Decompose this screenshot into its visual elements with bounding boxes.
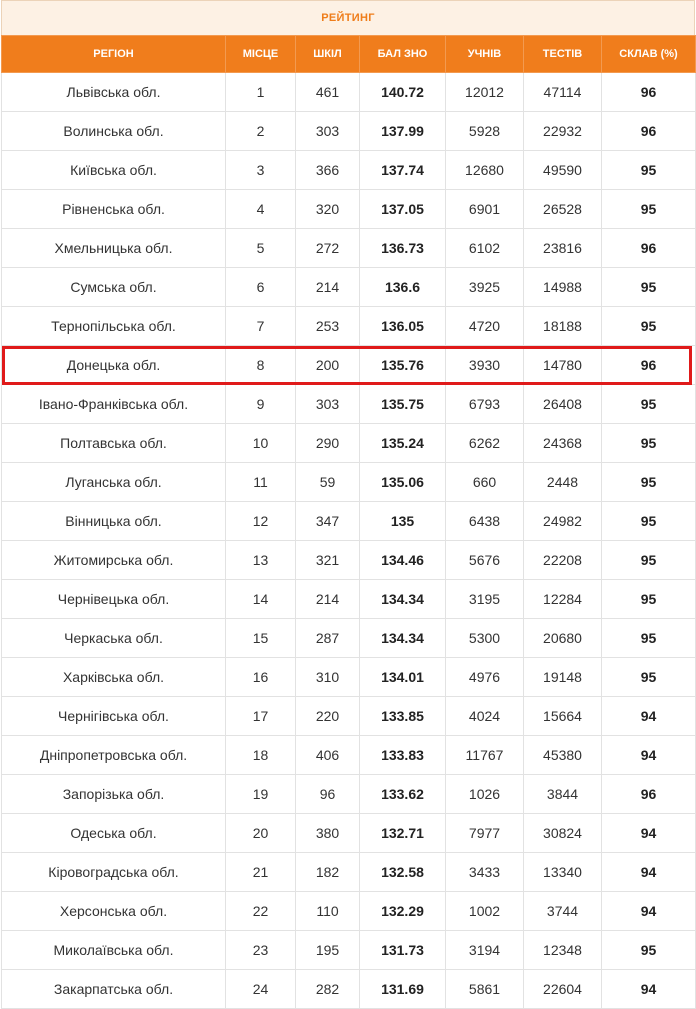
place-cell: 8 xyxy=(226,346,296,385)
tests-cell: 12284 xyxy=(524,580,602,619)
students-cell: 6438 xyxy=(446,502,524,541)
region-cell: Сумська обл. xyxy=(2,268,226,307)
students-cell: 3925 xyxy=(446,268,524,307)
score-cell: 131.69 xyxy=(360,970,446,1009)
tests-cell: 22604 xyxy=(524,970,602,1009)
score-cell: 133.62 xyxy=(360,775,446,814)
table-row xyxy=(2,307,696,346)
schools-cell: 214 xyxy=(296,268,360,307)
score-cell: 135 xyxy=(360,502,446,541)
region-cell: Закарпатська обл. xyxy=(2,970,226,1009)
score-cell: 136.05 xyxy=(360,307,446,346)
passed-cell: 96 xyxy=(602,73,696,112)
score-cell: 137.05 xyxy=(360,190,446,229)
place-cell: 5 xyxy=(226,229,296,268)
header-place: МІСЦЕ xyxy=(226,36,296,73)
place-cell: 6 xyxy=(226,268,296,307)
tests-cell: 23816 xyxy=(524,229,602,268)
schools-cell: 253 xyxy=(296,307,360,346)
region-cell: Херсонська обл. xyxy=(2,892,226,931)
students-cell: 3195 xyxy=(446,580,524,619)
schools-cell: 214 xyxy=(296,580,360,619)
score-cell: 133.85 xyxy=(360,697,446,736)
place-cell: 3 xyxy=(226,151,296,190)
tests-cell: 14780 xyxy=(524,346,602,385)
table-row xyxy=(2,619,696,658)
tests-cell: 24368 xyxy=(524,424,602,463)
students-cell: 3194 xyxy=(446,931,524,970)
region-cell: Чернігівська обл. xyxy=(2,697,226,736)
score-cell: 135.24 xyxy=(360,424,446,463)
place-cell: 2 xyxy=(226,112,296,151)
students-cell: 1002 xyxy=(446,892,524,931)
tests-cell: 20680 xyxy=(524,619,602,658)
students-cell: 5861 xyxy=(446,970,524,1009)
score-cell: 132.29 xyxy=(360,892,446,931)
tests-cell: 18188 xyxy=(524,307,602,346)
tests-cell: 14988 xyxy=(524,268,602,307)
place-cell: 12 xyxy=(226,502,296,541)
schools-cell: 406 xyxy=(296,736,360,775)
place-cell: 24 xyxy=(226,970,296,1009)
score-cell: 135.75 xyxy=(360,385,446,424)
place-cell: 14 xyxy=(226,580,296,619)
tests-cell: 22932 xyxy=(524,112,602,151)
place-cell: 21 xyxy=(226,853,296,892)
students-cell: 5676 xyxy=(446,541,524,580)
score-cell: 131.73 xyxy=(360,931,446,970)
schools-cell: 200 xyxy=(296,346,360,385)
rating-table xyxy=(1,35,696,1009)
place-cell: 18 xyxy=(226,736,296,775)
score-cell: 132.58 xyxy=(360,853,446,892)
score-cell: 135.76 xyxy=(360,346,446,385)
passed-cell: 95 xyxy=(602,463,696,502)
table-row xyxy=(2,463,696,502)
region-cell: Волинська обл. xyxy=(2,112,226,151)
region-cell: Вінницька обл. xyxy=(2,502,226,541)
passed-cell: 94 xyxy=(602,814,696,853)
students-cell: 4720 xyxy=(446,307,524,346)
region-cell: Хмельницька обл. xyxy=(2,229,226,268)
header-schools: ШКІЛ xyxy=(296,36,360,73)
tests-cell: 3744 xyxy=(524,892,602,931)
score-cell: 132.71 xyxy=(360,814,446,853)
region-cell: Кіровоградська обл. xyxy=(2,853,226,892)
tests-cell: 30824 xyxy=(524,814,602,853)
table-row xyxy=(2,580,696,619)
passed-cell: 95 xyxy=(602,307,696,346)
tests-cell: 22208 xyxy=(524,541,602,580)
passed-cell: 96 xyxy=(602,346,696,385)
passed-cell: 95 xyxy=(602,268,696,307)
table-row xyxy=(2,346,696,385)
passed-cell: 96 xyxy=(602,229,696,268)
place-cell: 20 xyxy=(226,814,296,853)
passed-cell: 95 xyxy=(602,424,696,463)
region-cell: Львівська обл. xyxy=(2,73,226,112)
header-students: УЧНІВ xyxy=(446,36,524,73)
table-row xyxy=(2,190,696,229)
tests-cell: 19148 xyxy=(524,658,602,697)
students-cell: 6901 xyxy=(446,190,524,229)
place-cell: 7 xyxy=(226,307,296,346)
tests-cell: 26528 xyxy=(524,190,602,229)
schools-cell: 310 xyxy=(296,658,360,697)
region-cell: Івано-Франківська обл. xyxy=(2,385,226,424)
tests-cell: 13340 xyxy=(524,853,602,892)
table-row xyxy=(2,268,696,307)
schools-cell: 461 xyxy=(296,73,360,112)
students-cell: 660 xyxy=(446,463,524,502)
students-cell: 3433 xyxy=(446,853,524,892)
score-cell: 137.74 xyxy=(360,151,446,190)
tests-cell: 2448 xyxy=(524,463,602,502)
tests-cell: 49590 xyxy=(524,151,602,190)
passed-cell: 94 xyxy=(602,736,696,775)
region-cell: Харківська обл. xyxy=(2,658,226,697)
score-cell: 137.99 xyxy=(360,112,446,151)
place-cell: 11 xyxy=(226,463,296,502)
place-cell: 9 xyxy=(226,385,296,424)
passed-cell: 95 xyxy=(602,385,696,424)
tests-cell: 12348 xyxy=(524,931,602,970)
students-cell: 12680 xyxy=(446,151,524,190)
passed-cell: 95 xyxy=(602,931,696,970)
table-row xyxy=(2,892,696,931)
table-caption: РЕЙТИНГ xyxy=(1,0,695,35)
students-cell: 6793 xyxy=(446,385,524,424)
schools-cell: 220 xyxy=(296,697,360,736)
schools-cell: 282 xyxy=(296,970,360,1009)
schools-cell: 59 xyxy=(296,463,360,502)
tests-cell: 24982 xyxy=(524,502,602,541)
students-cell: 5300 xyxy=(446,619,524,658)
table-row xyxy=(2,502,696,541)
place-cell: 16 xyxy=(226,658,296,697)
region-cell: Дніпропетровська обл. xyxy=(2,736,226,775)
table-row xyxy=(2,385,696,424)
table-row xyxy=(2,775,696,814)
passed-cell: 94 xyxy=(602,970,696,1009)
place-cell: 19 xyxy=(226,775,296,814)
place-cell: 22 xyxy=(226,892,296,931)
passed-cell: 94 xyxy=(602,892,696,931)
passed-cell: 96 xyxy=(602,775,696,814)
schools-cell: 195 xyxy=(296,931,360,970)
schools-cell: 110 xyxy=(296,892,360,931)
region-cell: Луганська обл. xyxy=(2,463,226,502)
header-score: БАЛ ЗНО xyxy=(360,36,446,73)
score-cell: 133.83 xyxy=(360,736,446,775)
region-cell: Тернопільська обл. xyxy=(2,307,226,346)
header-passed: СКЛАВ (%) xyxy=(602,36,696,73)
tests-cell: 3844 xyxy=(524,775,602,814)
region-cell: Черкаська обл. xyxy=(2,619,226,658)
schools-cell: 320 xyxy=(296,190,360,229)
table-row xyxy=(2,541,696,580)
region-cell: Донецька обл. xyxy=(2,346,226,385)
place-cell: 15 xyxy=(226,619,296,658)
tests-cell: 45380 xyxy=(524,736,602,775)
score-cell: 135.06 xyxy=(360,463,446,502)
table-header xyxy=(2,36,696,73)
place-cell: 13 xyxy=(226,541,296,580)
schools-cell: 303 xyxy=(296,112,360,151)
passed-cell: 95 xyxy=(602,502,696,541)
schools-cell: 380 xyxy=(296,814,360,853)
students-cell: 3930 xyxy=(446,346,524,385)
table-row xyxy=(2,970,696,1009)
students-cell: 6262 xyxy=(446,424,524,463)
tests-cell: 26408 xyxy=(524,385,602,424)
table-row xyxy=(2,814,696,853)
region-cell: Київська обл. xyxy=(2,151,226,190)
students-cell: 1026 xyxy=(446,775,524,814)
region-cell: Запорізька обл. xyxy=(2,775,226,814)
place-cell: 17 xyxy=(226,697,296,736)
students-cell: 6102 xyxy=(446,229,524,268)
students-cell: 11767 xyxy=(446,736,524,775)
table-row xyxy=(2,697,696,736)
passed-cell: 95 xyxy=(602,541,696,580)
schools-cell: 347 xyxy=(296,502,360,541)
passed-cell: 96 xyxy=(602,112,696,151)
schools-cell: 321 xyxy=(296,541,360,580)
passed-cell: 95 xyxy=(602,580,696,619)
table-row xyxy=(2,424,696,463)
table-body xyxy=(2,73,696,1009)
table-row xyxy=(2,658,696,697)
place-cell: 23 xyxy=(226,931,296,970)
schools-cell: 287 xyxy=(296,619,360,658)
students-cell: 12012 xyxy=(446,73,524,112)
region-cell: Полтавська обл. xyxy=(2,424,226,463)
tests-cell: 47114 xyxy=(524,73,602,112)
table-row xyxy=(2,853,696,892)
students-cell: 7977 xyxy=(446,814,524,853)
place-cell: 10 xyxy=(226,424,296,463)
students-cell: 4024 xyxy=(446,697,524,736)
students-cell: 5928 xyxy=(446,112,524,151)
score-cell: 134.34 xyxy=(360,580,446,619)
header-tests: ТЕСТІВ xyxy=(524,36,602,73)
rating-table-container xyxy=(1,0,695,1009)
schools-cell: 96 xyxy=(296,775,360,814)
schools-cell: 366 xyxy=(296,151,360,190)
table-row xyxy=(2,73,696,112)
score-cell: 134.46 xyxy=(360,541,446,580)
place-cell: 1 xyxy=(226,73,296,112)
region-cell: Чернівецька обл. xyxy=(2,580,226,619)
table-row xyxy=(2,931,696,970)
passed-cell: 94 xyxy=(602,697,696,736)
schools-cell: 272 xyxy=(296,229,360,268)
passed-cell: 94 xyxy=(602,853,696,892)
passed-cell: 95 xyxy=(602,619,696,658)
schools-cell: 290 xyxy=(296,424,360,463)
score-cell: 136.6 xyxy=(360,268,446,307)
score-cell: 136.73 xyxy=(360,229,446,268)
passed-cell: 95 xyxy=(602,151,696,190)
region-cell: Одеська обл. xyxy=(2,814,226,853)
place-cell: 4 xyxy=(226,190,296,229)
region-cell: Миколаївська обл. xyxy=(2,931,226,970)
header-region: РЕГІОН xyxy=(2,36,226,73)
passed-cell: 95 xyxy=(602,190,696,229)
schools-cell: 303 xyxy=(296,385,360,424)
table-row xyxy=(2,736,696,775)
schools-cell: 182 xyxy=(296,853,360,892)
score-cell: 134.01 xyxy=(360,658,446,697)
students-cell: 4976 xyxy=(446,658,524,697)
region-cell: Житомирська обл. xyxy=(2,541,226,580)
tests-cell: 15664 xyxy=(524,697,602,736)
score-cell: 140.72 xyxy=(360,73,446,112)
table-row xyxy=(2,151,696,190)
table-row xyxy=(2,229,696,268)
table-row xyxy=(2,112,696,151)
passed-cell: 95 xyxy=(602,658,696,697)
score-cell: 134.34 xyxy=(360,619,446,658)
region-cell: Рівненська обл. xyxy=(2,190,226,229)
